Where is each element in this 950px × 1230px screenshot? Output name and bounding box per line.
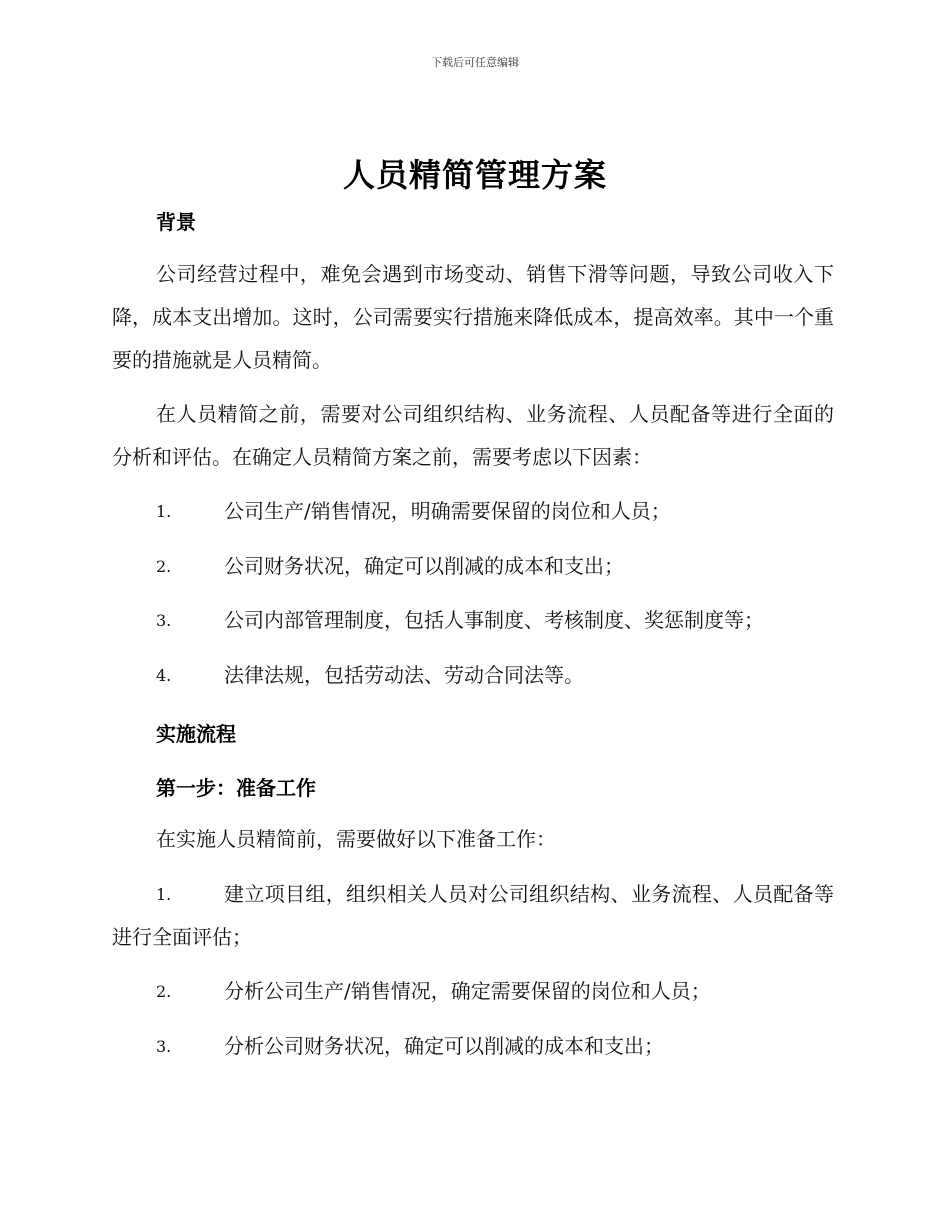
paragraph-background-2: 在人员精简之前，需要对公司组织结构、业务流程、人员配备等进行全面的分析和评估。在确定人员精简方案之前，需要考虑以下因素： [112,402,834,469]
list-item-number: 4. [156,666,172,685]
list-item-number: 2. [156,982,172,1001]
list-item-number: 3. [156,1037,172,1056]
list-item [112,1025,834,1068]
list-item [112,970,834,1013]
document-title: 人员精简管理方案 [342,156,607,194]
list-item-text: 分析公司生产/销售情况，确定需要保留的岗位和人员； [224,979,711,1003]
list-item-text: 建立项目组，组织相关人员对公司组织结构、业务流程、人员配备等进行全面评估； [112,882,834,949]
list-item-text: 公司财务状况，确定可以削减的成本和支出； [224,554,624,578]
list-item [112,490,834,533]
section-heading-background: 背景 [156,210,196,234]
list-item [112,599,834,642]
list-item-text: 公司生产/销售情况，明确需要保留的岗位和人员； [224,499,671,523]
list-item-number: 1. [156,502,172,521]
subsection-heading-step1: 第一步：准备工作 [156,776,316,800]
list-item-text: 法律法规，包括劳动法、劳动合同法等。 [224,663,584,687]
paragraph-background-1: 公司经营过程中，难免会遇到市场变动、销售下滑等问题，导致公司收入下降，成本支出增加。这时，公司需要实行措施来降低成本，提高效率。其中一个重要的措施就是人员精简。 [112,262,834,372]
list-item [112,545,834,588]
list-item [112,873,834,959]
list-item-text: 公司内部管理制度，包括人事制度、考核制度、奖惩制度等； [224,608,764,632]
list-item-number: 3. [156,611,172,630]
list-item-number: 1. [156,885,172,904]
list-item-number: 2. [156,557,172,576]
list-item [112,654,834,697]
page-header-note: 下载后可任意编辑 [431,56,519,69]
paragraph-step1-intro: 在实施人员精简前，需要做好以下准备工作： [156,827,556,851]
list-item-text: 分析公司财务状况，确定可以削减的成本和支出； [224,1034,664,1058]
section-heading-process: 实施流程 [156,722,236,746]
